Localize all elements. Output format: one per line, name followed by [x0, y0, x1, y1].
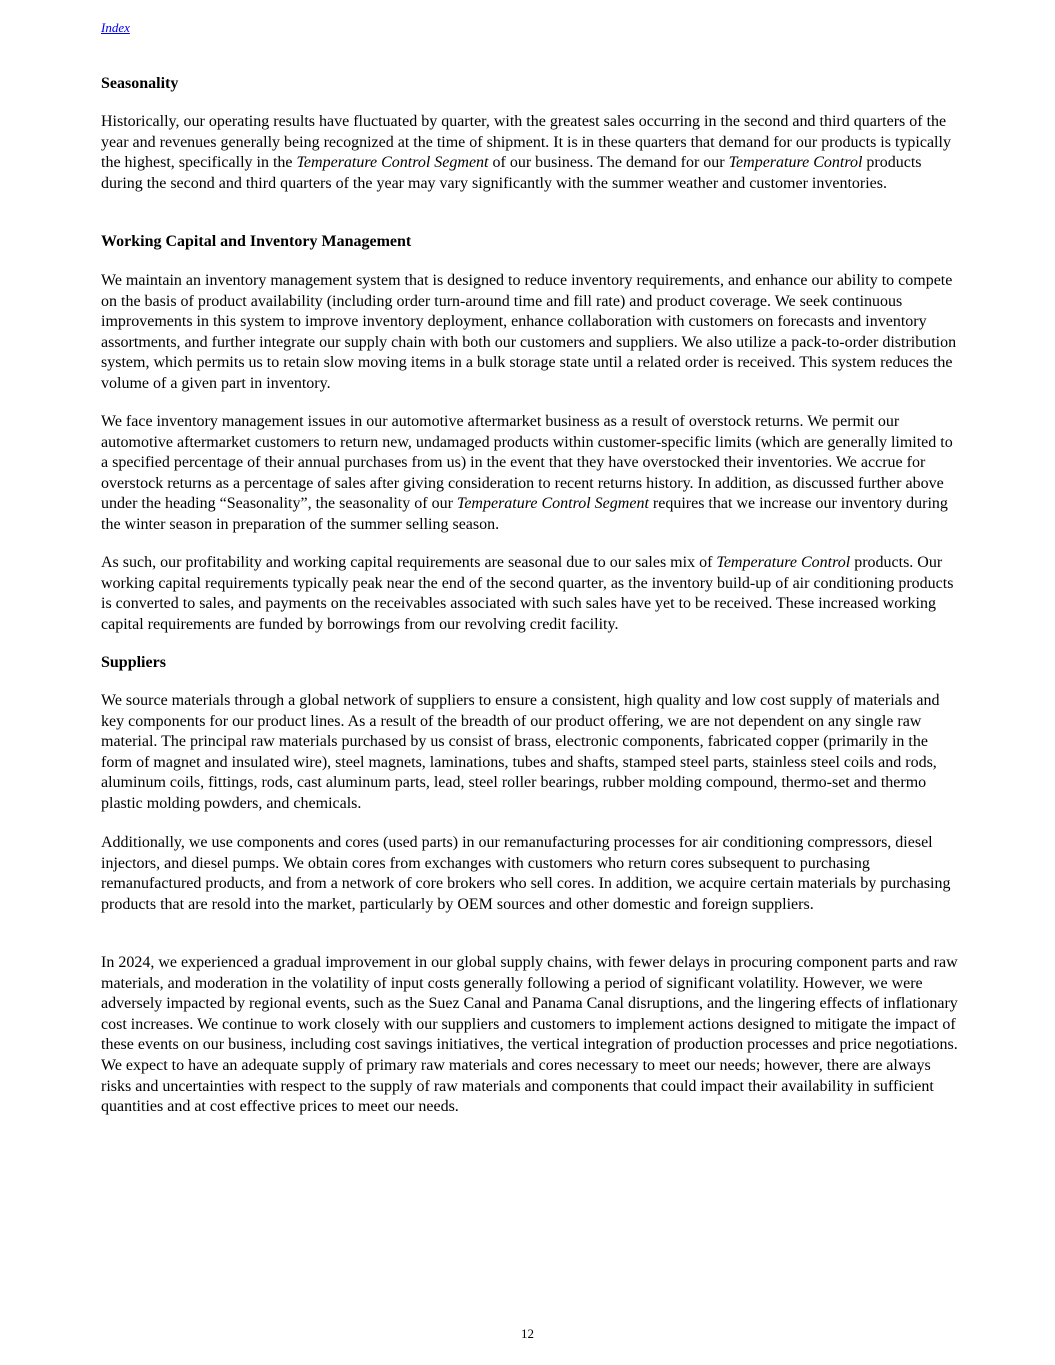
- text-run: requires that we increase our inventory during the winter season in preparation of the summer selling season.: [101, 495, 948, 533]
- text-run: products. Our working capital requirements typically peak near the end of the second quarter, as the inventory build-up of air conditioning products is converted to sales, and payments on the receivables associated with such sales have yet to be received. These increased working capital requirements are funded by borrowings from our revolving credit facility.: [101, 554, 954, 633]
- heading-working-capital: Working Capital and Inventory Management: [101, 233, 412, 250]
- paragraph-working-capital-1: We maintain an inventory management system that is designed to reduce inventory requirements, and enhance our ability to compete on the basis of product availability (including order turn-around time and fill rate) and product coverage. We seek continuous improvements in this system to improve inventory deployment, enhance collaboration with customers on forecasts and inventory assortments, and further integrate our supply chain with both our customers and suppliers. We also utilize a pack-to-order distribution system, which permits us to retain slow moving items in a bulk storage state until a related order is received. This system reduces the volume of a given part in inventory.: [101, 272, 957, 392]
- italic-term: Temperature Control Segment: [456, 495, 649, 513]
- text-run: of our business. The demand for our: [488, 154, 729, 172]
- text-run: We face inventory management issues in our automotive aftermarket business as a result of overstock returns. We permit our automotive aftermarket customers to return new, undamaged products within customer-specific limits (which are generally limited to a specified percentage of their annual purchases from us) in the event that they have overstocked their inventories. We accrue for overstock returns as a percentage of sales after giving consideration to recent returns history. In addition, as discussed further above under the heading “Seasonality”, the seasonality of our: [101, 413, 953, 513]
- italic-term: Temperature Control Segment: [296, 154, 489, 172]
- italic-term: Temperature Control: [716, 554, 851, 571]
- paragraph-suppliers-1: We source materials through a global network of suppliers to ensure a consistent, high quality and low cost supply of materials and key components for our product lines. As a result of the breadth of our product offering, we are not dependent on any single raw material. The principal raw materials purchased by us consist of brass, electronic components, fabricated copper (primarily in the form of magnet and insulated wire), steel magnets, laminations, tubes and shafts, stamped steel parts, stainless steel coils and rods, aluminum coils, fittings, rods, cast aluminum parts, lead, steel roller bearings, rubber molding compound, thermo-set and thermo plastic molding powders, and chemicals.: [101, 692, 940, 812]
- paragraph-suppliers-3: In 2024, we experienced a gradual improvement in our global supply chains, with fewer delays in procuring component parts and raw materials, and moderation in the volatility of input costs generally following a period of significant volatility. However, we were adversely impacted by regional events, such as the Suez Canal and Panama Canal disruptions, and the lingering effects of inflationary cost increases. We continue to work closely with our suppliers and customers to implement actions designed to mitigate the impact of these events on our business, including cost savings initiatives, the vertical integration of production processes and price negotiations. We expect to have an adequate supply of primary raw materials and cores necessary to meet our needs; however, there are always risks and uncertainties with respect to the supply of raw materials and components that could impact their availability in sufficient quantities and at cost effective prices to meet our needs.: [101, 954, 958, 1116]
- heading-seasonality: Seasonality: [101, 75, 179, 92]
- paragraph-suppliers-2: Additionally, we use components and cores (used parts) in our remanufacturing processes for air conditioning compressors, diesel injectors, and diesel pumps. We obtain cores from exchanges with customers who return cores subsequent to purchasing remanufactured products, and from a network of core brokers who sell cores. In addition, we acquire certain materials by purchasing products that are resold into the market, particularly by OEM sources and other domestic and foreign suppliers.: [101, 834, 951, 913]
- text-run: Historically, our operating results have fluctuated by quarter, with the greatest sales occurring in the second and third quarters of the year and revenues generally being recognized at the time of shipment. It is in these quarters that demand for our products is typically the highest, specifically in the: [101, 113, 951, 172]
- text-run: products during the second and third quarters of the year may vary significantly with the summer weather and customer inventories.: [101, 154, 922, 192]
- heading-suppliers: Suppliers: [101, 654, 166, 671]
- index-link[interactable]: Index: [101, 20, 130, 35]
- paragraph-working-capital-2: [101, 412, 961, 536]
- text-run: As such, our profitability and working capital requirements are seasonal due to our sales mix of: [101, 554, 717, 571]
- paragraph-working-capital-3: [101, 553, 961, 635]
- page-number: 12: [521, 1326, 534, 1341]
- italic-term: Temperature Control: [728, 154, 863, 172]
- paragraph-seasonality-1: [101, 112, 961, 194]
